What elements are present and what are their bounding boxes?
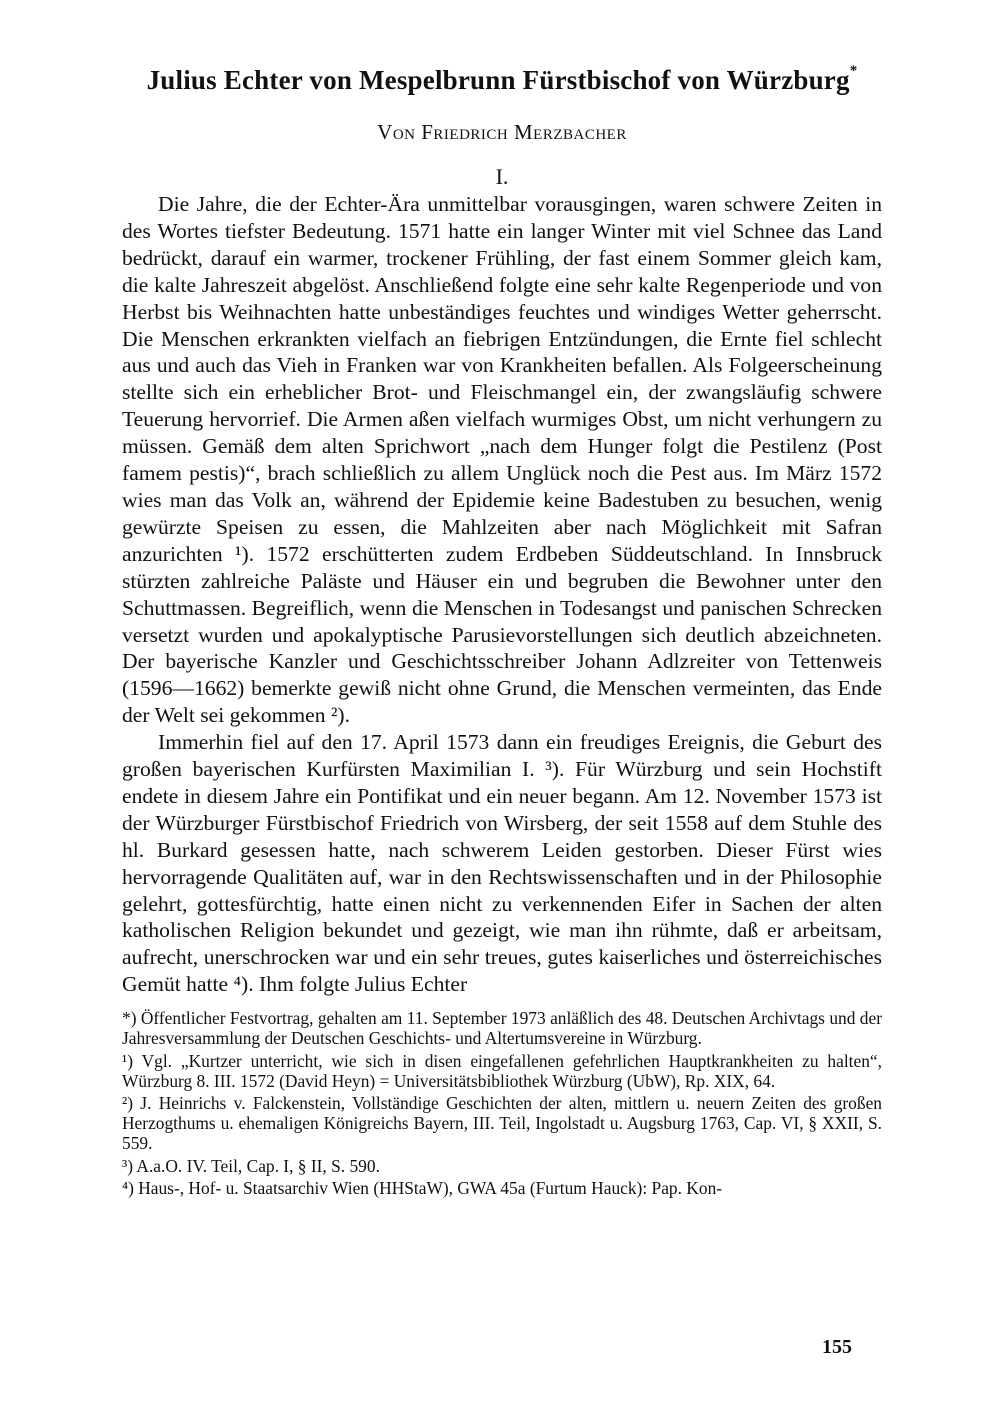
footnote: ⁴) Haus-, Hof- u. Staatsarchiv Wien (HHStaW), GWA 45a (Furtum Hauck): Pap. Kon- bbox=[122, 1177, 723, 1198]
page-number: 155 bbox=[822, 1336, 852, 1358]
article-page bbox=[122, 58, 882, 1200]
footnote: ³) A.a.O. IV. Teil, Cap. I, § II, S. 590. bbox=[122, 1155, 380, 1176]
footnote: ¹) Vgl. „Kurtzer unterricht, wie sich in disen eingefallenen gefehrlichen Hauptkrankheiten zu halten“, Würzburg 8. III. 1572 (David Heyn) = Universitätsbibliothek Würzburg (UbW), Rp. XIX, 64. bbox=[122, 1050, 882, 1091]
section-heading: I. bbox=[495, 164, 509, 189]
title-text: Julius Echter von Mespelbrunn Fürstbischof von Würzburg bbox=[146, 65, 850, 95]
article-title bbox=[122, 58, 882, 97]
paragraph: Die Jahre, die der Echter-Ära unmittelbar vorausgingen, waren schwere Zeiten in des Wortes tiefster Bedeutung. 1571 hatte ein langer Winter mit viel Schnee das Land bedrückt, darauf ein warmer, trockener Frühling, der fast einem Sommer gleich kam, die kalte Jahreszeit abgelöst. Anschließend folgte eine sehr kalte Regenperiode und von Herbst bis Weihnachten hatte unbeständiges feuchtes und windiges Wetter geherrscht. Die Menschen erkrankten vielfach an fiebrigen Entzündungen, die Ernte fiel schlecht aus und auch das Vieh in Franken war von Krankheiten befallen. Als Folgeerscheinung stellte sich ein erheblicher Brot- und Fleischmangel ein, der zwangsläufig schwere Teuerung hervorrief. Die Armen aßen vielfach wurmiges Obst, um nicht verhungern zu müssen. Gemäß dem alten Sprichwort „nach dem Hunger folgt die Pestilenz (Post famem pestis)“, brach schließlich zu allem Unglück noch die Pest aus. Im März 1572 wies man das Volk an, während der Epidemie keine Badestuben zu besuchen, wenig gewürzte Speisen zu essen, die Mahlzeiten aber nach Möglichkeit mit Safran anzurichten ¹). 1572 erschütterten zudem Erdbeben Süddeutschland. In Innsbruck stürzten zahlreiche Paläste und Häuser ein und begruben die Bewohner unter den Schuttmassen. Begreiflich, wenn die Menschen in Todesangst und panischen Schrecken versetzt wurden und apokalyptische Parusievorstellungen sich deutlich abzeichneten. Der bayerische Kanzler und Geschichtsschreiber Johann Adlzreiter von Tettenweis (1596—1662) bemerkte gewiß nicht ohne Grund, die Menschen vermeinten, das Ende der Welt sei gekommen ²). bbox=[122, 192, 882, 728]
paragraph: Immerhin fiel auf den 17. April 1573 dann ein freudiges Ereignis, die Geburt des großen bayerischen Kurfürsten Maximilian I. ³). Für Würzburg und sein Hochstift endete in diesem Jahre ein Pontifikat und ein neuer begann. Am 12. November 1573 ist der Würzburger Fürstbischof Friedrich von Wirsberg, der seit 1558 auf dem Stuhle des hl. Burkard gesessen hatte, nach schwerem Leiden gestorben. Dieser Fürst wies hervorragende Qualitäten auf, war in den Rechtswissenschaften und in der Philosophie gelehrt, gottesfürchtig, hatte einen nicht zu verkennenden Eifer in Sachen der alten katholischen Religion bekundet und gezeigt, wie man ihn rühmte, daß er arbeitsam, aufrecht, unerschrocken war und ein sehr treues, gutes kaiserliches und österreichisches Gemüt hatte ⁴). Ihm folgte Julius Echter bbox=[122, 730, 882, 997]
footnotes bbox=[122, 1008, 882, 1198]
footnote: ²) J. Heinrichs v. Falckenstein, Vollständige Geschichten der alten, mittlern u. neuern Zeiten des großen Herzogthums u. ehemaligen Königreichs Bayern, III. Teil, Ingolstadt u. Augsburg 1763, Cap. VI, § XXII, S. 559. bbox=[122, 1093, 882, 1154]
footnote: *) Öffentlicher Festvortrag, gehalten am 11. September 1973 anläßlich des 48. Deutschen Archivtags und der Jahresversammlung der Deutschen Geschichts- und Altertumsvereine in Würzburg. bbox=[122, 1008, 882, 1049]
author-byline: Von Friedrich Merzbacher bbox=[377, 120, 627, 144]
body-text bbox=[122, 191, 882, 998]
title-footnote-mark: * bbox=[849, 63, 858, 79]
